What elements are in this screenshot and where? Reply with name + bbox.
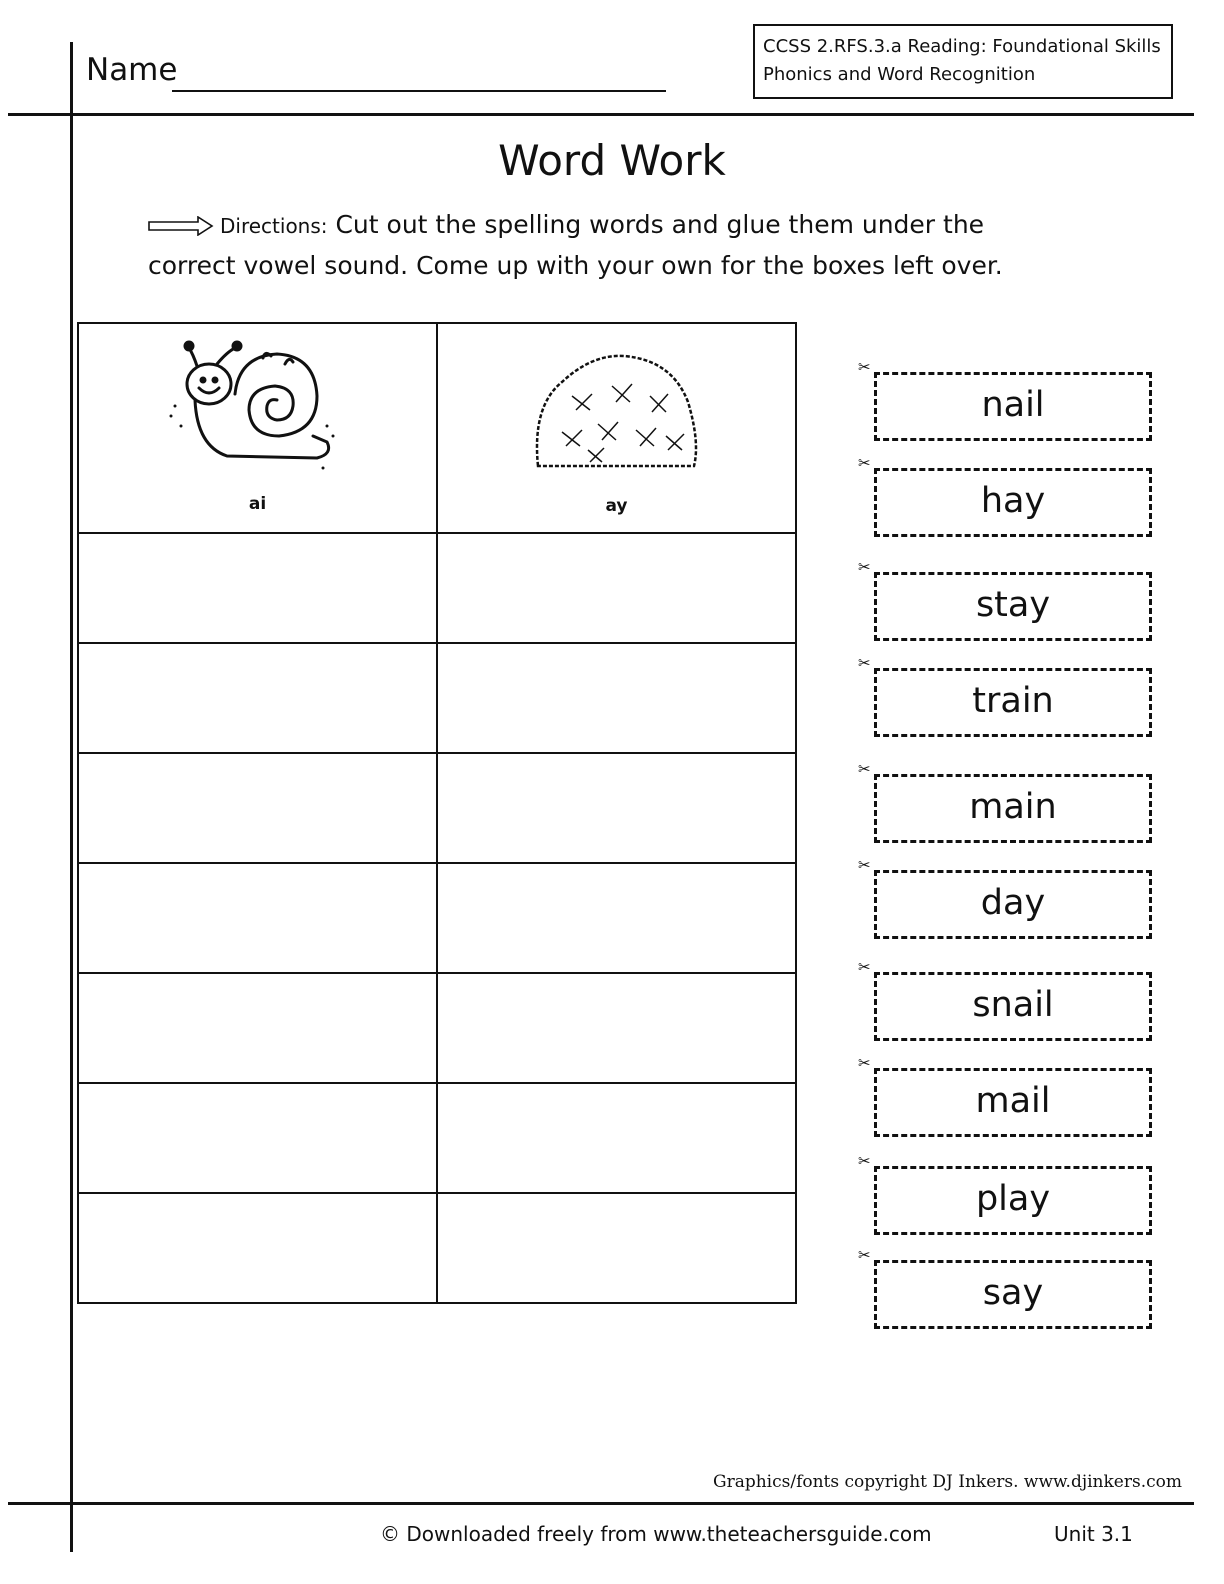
- name-field[interactable]: [172, 90, 666, 92]
- sort-cell[interactable]: [437, 533, 796, 643]
- footer-rule: [8, 1502, 1194, 1505]
- sort-cell[interactable]: [78, 643, 437, 753]
- scissors-icon: ✂: [858, 856, 871, 874]
- scissors-icon: ✂: [858, 1246, 871, 1264]
- sort-table: [77, 322, 797, 1304]
- sort-cell[interactable]: [78, 753, 437, 863]
- column-header-ay: [437, 323, 796, 533]
- scissors-icon: ✂: [858, 1152, 871, 1170]
- sort-cell[interactable]: [437, 1083, 796, 1193]
- arrow-right-icon: [148, 216, 214, 236]
- directions-text-1: Cut out the spelling words and glue them under the: [335, 210, 985, 239]
- directions-text-2: correct vowel sound. Come up with your own for the boxes left over.: [148, 251, 1003, 280]
- scissors-icon: ✂: [858, 558, 871, 576]
- sort-cell[interactable]: [437, 863, 796, 973]
- directions-label: Directions:: [220, 214, 328, 238]
- scissors-icon: ✂: [858, 958, 871, 976]
- word-card[interactable]: stay: [874, 572, 1152, 641]
- sort-cell[interactable]: [437, 973, 796, 1083]
- scissors-icon: ✂: [858, 760, 871, 778]
- word-card[interactable]: train: [874, 668, 1152, 737]
- sort-cell[interactable]: [78, 1193, 437, 1303]
- sort-cell[interactable]: [437, 643, 796, 753]
- copyright-credit: Graphics/fonts copyright DJ Inkers. www.djinkers.com: [713, 1472, 1182, 1492]
- column-header-ai: [78, 323, 437, 533]
- standard-box: [753, 24, 1173, 99]
- sort-cell[interactable]: [78, 973, 437, 1083]
- header-rule: [8, 113, 1194, 116]
- word-card[interactable]: main: [874, 774, 1152, 843]
- sort-cell[interactable]: [78, 863, 437, 973]
- page-title: Word Work: [498, 136, 726, 185]
- word-card[interactable]: day: [874, 870, 1152, 939]
- sort-cell[interactable]: [78, 1083, 437, 1193]
- scissors-icon: ✂: [858, 654, 871, 672]
- haystack-icon: [532, 346, 702, 476]
- word-card[interactable]: mail: [874, 1068, 1152, 1137]
- sort-cell[interactable]: [437, 753, 796, 863]
- column-label-ay: ay: [605, 496, 628, 516]
- word-card[interactable]: hay: [874, 468, 1152, 537]
- sort-cell[interactable]: [437, 1193, 796, 1303]
- sort-cell[interactable]: [78, 533, 437, 643]
- directions: [148, 205, 1108, 286]
- column-label-ai: ai: [248, 494, 267, 514]
- scissors-icon: ✂: [858, 358, 871, 376]
- snail-icon: [167, 336, 347, 486]
- standard-line-1: CCSS 2.RFS.3.a Reading: Foundational Skills: [763, 36, 1161, 57]
- word-card[interactable]: say: [874, 1260, 1152, 1329]
- word-card[interactable]: nail: [874, 372, 1152, 441]
- word-card[interactable]: snail: [874, 972, 1152, 1041]
- download-notice: © Downloaded freely from www.theteachersguide.com: [380, 1522, 932, 1546]
- scissors-icon: ✂: [858, 1054, 871, 1072]
- word-card[interactable]: play: [874, 1166, 1152, 1235]
- left-margin-line: [70, 42, 73, 1552]
- scissors-icon: ✂: [858, 454, 871, 472]
- standard-line-2: Phonics and Word Recognition: [763, 64, 1036, 85]
- unit-label: Unit 3.1: [1054, 1522, 1133, 1546]
- name-label: Name: [86, 52, 178, 88]
